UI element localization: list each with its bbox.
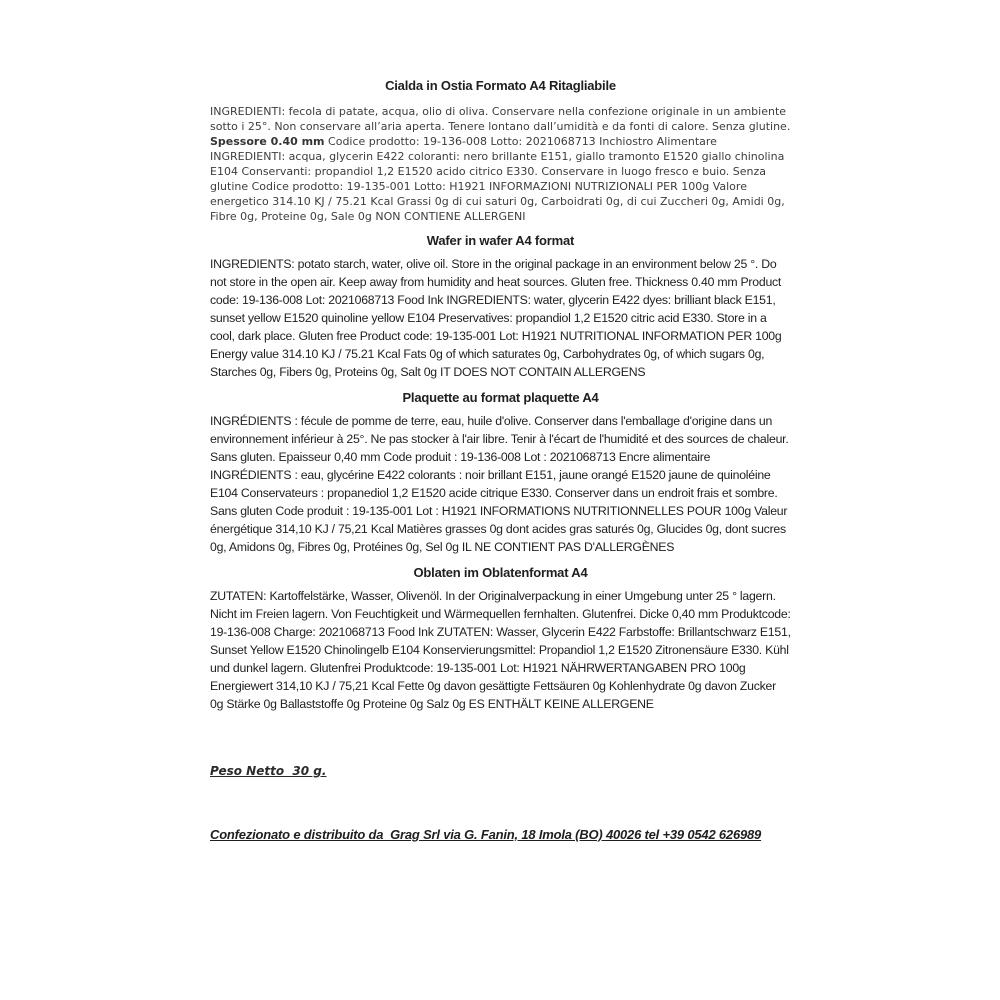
italian-body-before: INGREDIENTI: fecola di patate, acqua, olio di oliva. Conservare nella confezione originale in un ambiente sotto i 25°. Non conservare all’aria aperta. Tenere lontano dall’umidità e da fonti di calore. Senza glutine. bbox=[210, 105, 791, 133]
section-heading-english: Wafer in wafer A4 format bbox=[426, 233, 575, 248]
italian-body-after: Codice prodotto: 19-136-008 Lotto: 2021068713 Inchiostro Alimentare INGREDIENTI: acqua, glycerin E422 coloranti: nero brillante E151, giallo tramonto E1520 giallo chinolina E104 Conservanti: propandiol 1,2 E1520 acido citrico E330. Conservare in luogo fresco e buio. Senza glutine Codice prodotto: 19-135-001 Lotto: H1921 INFORMAZIONI NUTRIZIONALI PER 100g Valore energetico 314.10 KJ / 75.21 Kcal Grassi 0g di cui saturi 0g, Carboidrati 0g, di cui Zuccheri 0g, Amidi 0g, Fibre 0g, Proteine 0g, Sale 0g NON CONTIENE ALLERGENI bbox=[210, 135, 785, 223]
section-heading-french: Plaquette au format plaquette A4 bbox=[402, 390, 599, 405]
ingredients-paragraph-italian bbox=[210, 104, 791, 224]
net-weight-line: Peso Netto 30 g. bbox=[210, 764, 327, 778]
label-document bbox=[210, 78, 791, 842]
ingredients-paragraph-french: INGRÉDIENTS : fécule de pomme de terre, eau, huile d'olive. Conserver dans l'emballage d'origine dans un environnement inférieur à 25°. Ne pas stocker à l'air libre. Tenir à l'écart de l'humidité et des sources de chaleur. Sans gluten. Epaisseur 0,40 mm Code produit : 19-136-008 Lot : 2021068713 Encre alimentaire INGRÉDIENTS : eau, glycérine E422 colorants : noir brillant E151, jaune orangé E1520 jaune de quinoléine E104 Conservateurs : propanediol 1,2 E1520 acide citrique E330. Conserver dans un endroit frais et sombre. Sans gluten Code produit : 19-135-001 Lot : H1921 INFORMATIONS NUTRITIONNELLES POUR 100g Valeur énergétique 314,10 KJ / 75,21 Kcal Matières grasses 0g dont acides gras saturés 0g, Glucides 0g, dont sucres 0g, Amidons 0g, Fibres 0g, Protéines 0g, Sel 0g IL NE CONTIENT PAS D'ALLERGÈNES bbox=[210, 414, 789, 554]
section-heading-german: Oblaten im Oblatenformat A4 bbox=[413, 565, 588, 580]
ingredients-paragraph-german: ZUTATEN: Kartoffelstärke, Wasser, Olivenöl. In der Originalverpackung in einer Umgebung unter 25 ° lagern. Nicht im Freien lagern. Von Feuchtigkeit und Wärmequellen fernhalten. Glutenfrei. Dicke 0,40 mm Produktcode: 19-136-008 Charge: 2021068713 Food Ink ZUTATEN: Wasser, Glycerin E422 Farbstoffe: Brillantschwarz E151, Sunset Yellow E1520 Chinolingelb E104 Konservierungsmittel: Propandiol 1,2 E1520 Zitronensäure E330. Kühl und dunkel lagern. Glutenfrei Produktcode: 19-135-001 Lot: H1921 NÄHRWERTANGABEN PRO 100g Energiewert 314,10 KJ / 75,21 Kcal Fette 0g davon gesättigte Fettsäuren 0g Kohlenhydrate 0g davon Zucker 0g Stärke 0g Ballaststoffe 0g Proteine 0g Salz 0g ES ENTHÄLT KEINE ALLERGENE bbox=[210, 589, 791, 711]
distributor-line: Confezionato e distribuito da Grag Srl via G. Fanin, 18 Imola (BO) 40026 tel +39 0542 626989 bbox=[210, 827, 762, 842]
italian-thickness-bold: Spessore 0.40 mm bbox=[210, 135, 325, 148]
document-title: Cialda in Ostia Formato A4 Ritagliabile bbox=[385, 78, 616, 93]
ingredients-paragraph-english: INGREDIENTS: potato starch, water, olive oil. Store in the original package in an environment below 25 °. Do not store in the open air. Keep away from humidity and heat sources. Gluten free. Thickness 0.40 mm Product code: 19-136-008 Lot: 2021068713 Food Ink INGREDIENTS: water, glycerin E422 dyes: brilliant black E151, sunset yellow E1520 quinoline yellow E104 Preservatives: propandiol 1,2 E1520 citric acid E330. Store in a cool, dark place. Gluten free Product code: 19-135-001 Lot: H1921 NUTRITIONAL INFORMATION PER 100g Energy value 314.10 KJ / 75.21 Kcal Fats 0g of which saturates 0g, Carbohydrates 0g, of which sugars 0g, Starches 0g, Fibers 0g, Proteins 0g, Salt 0g IT DOES NOT CONTAIN ALLERGENS bbox=[210, 257, 782, 379]
